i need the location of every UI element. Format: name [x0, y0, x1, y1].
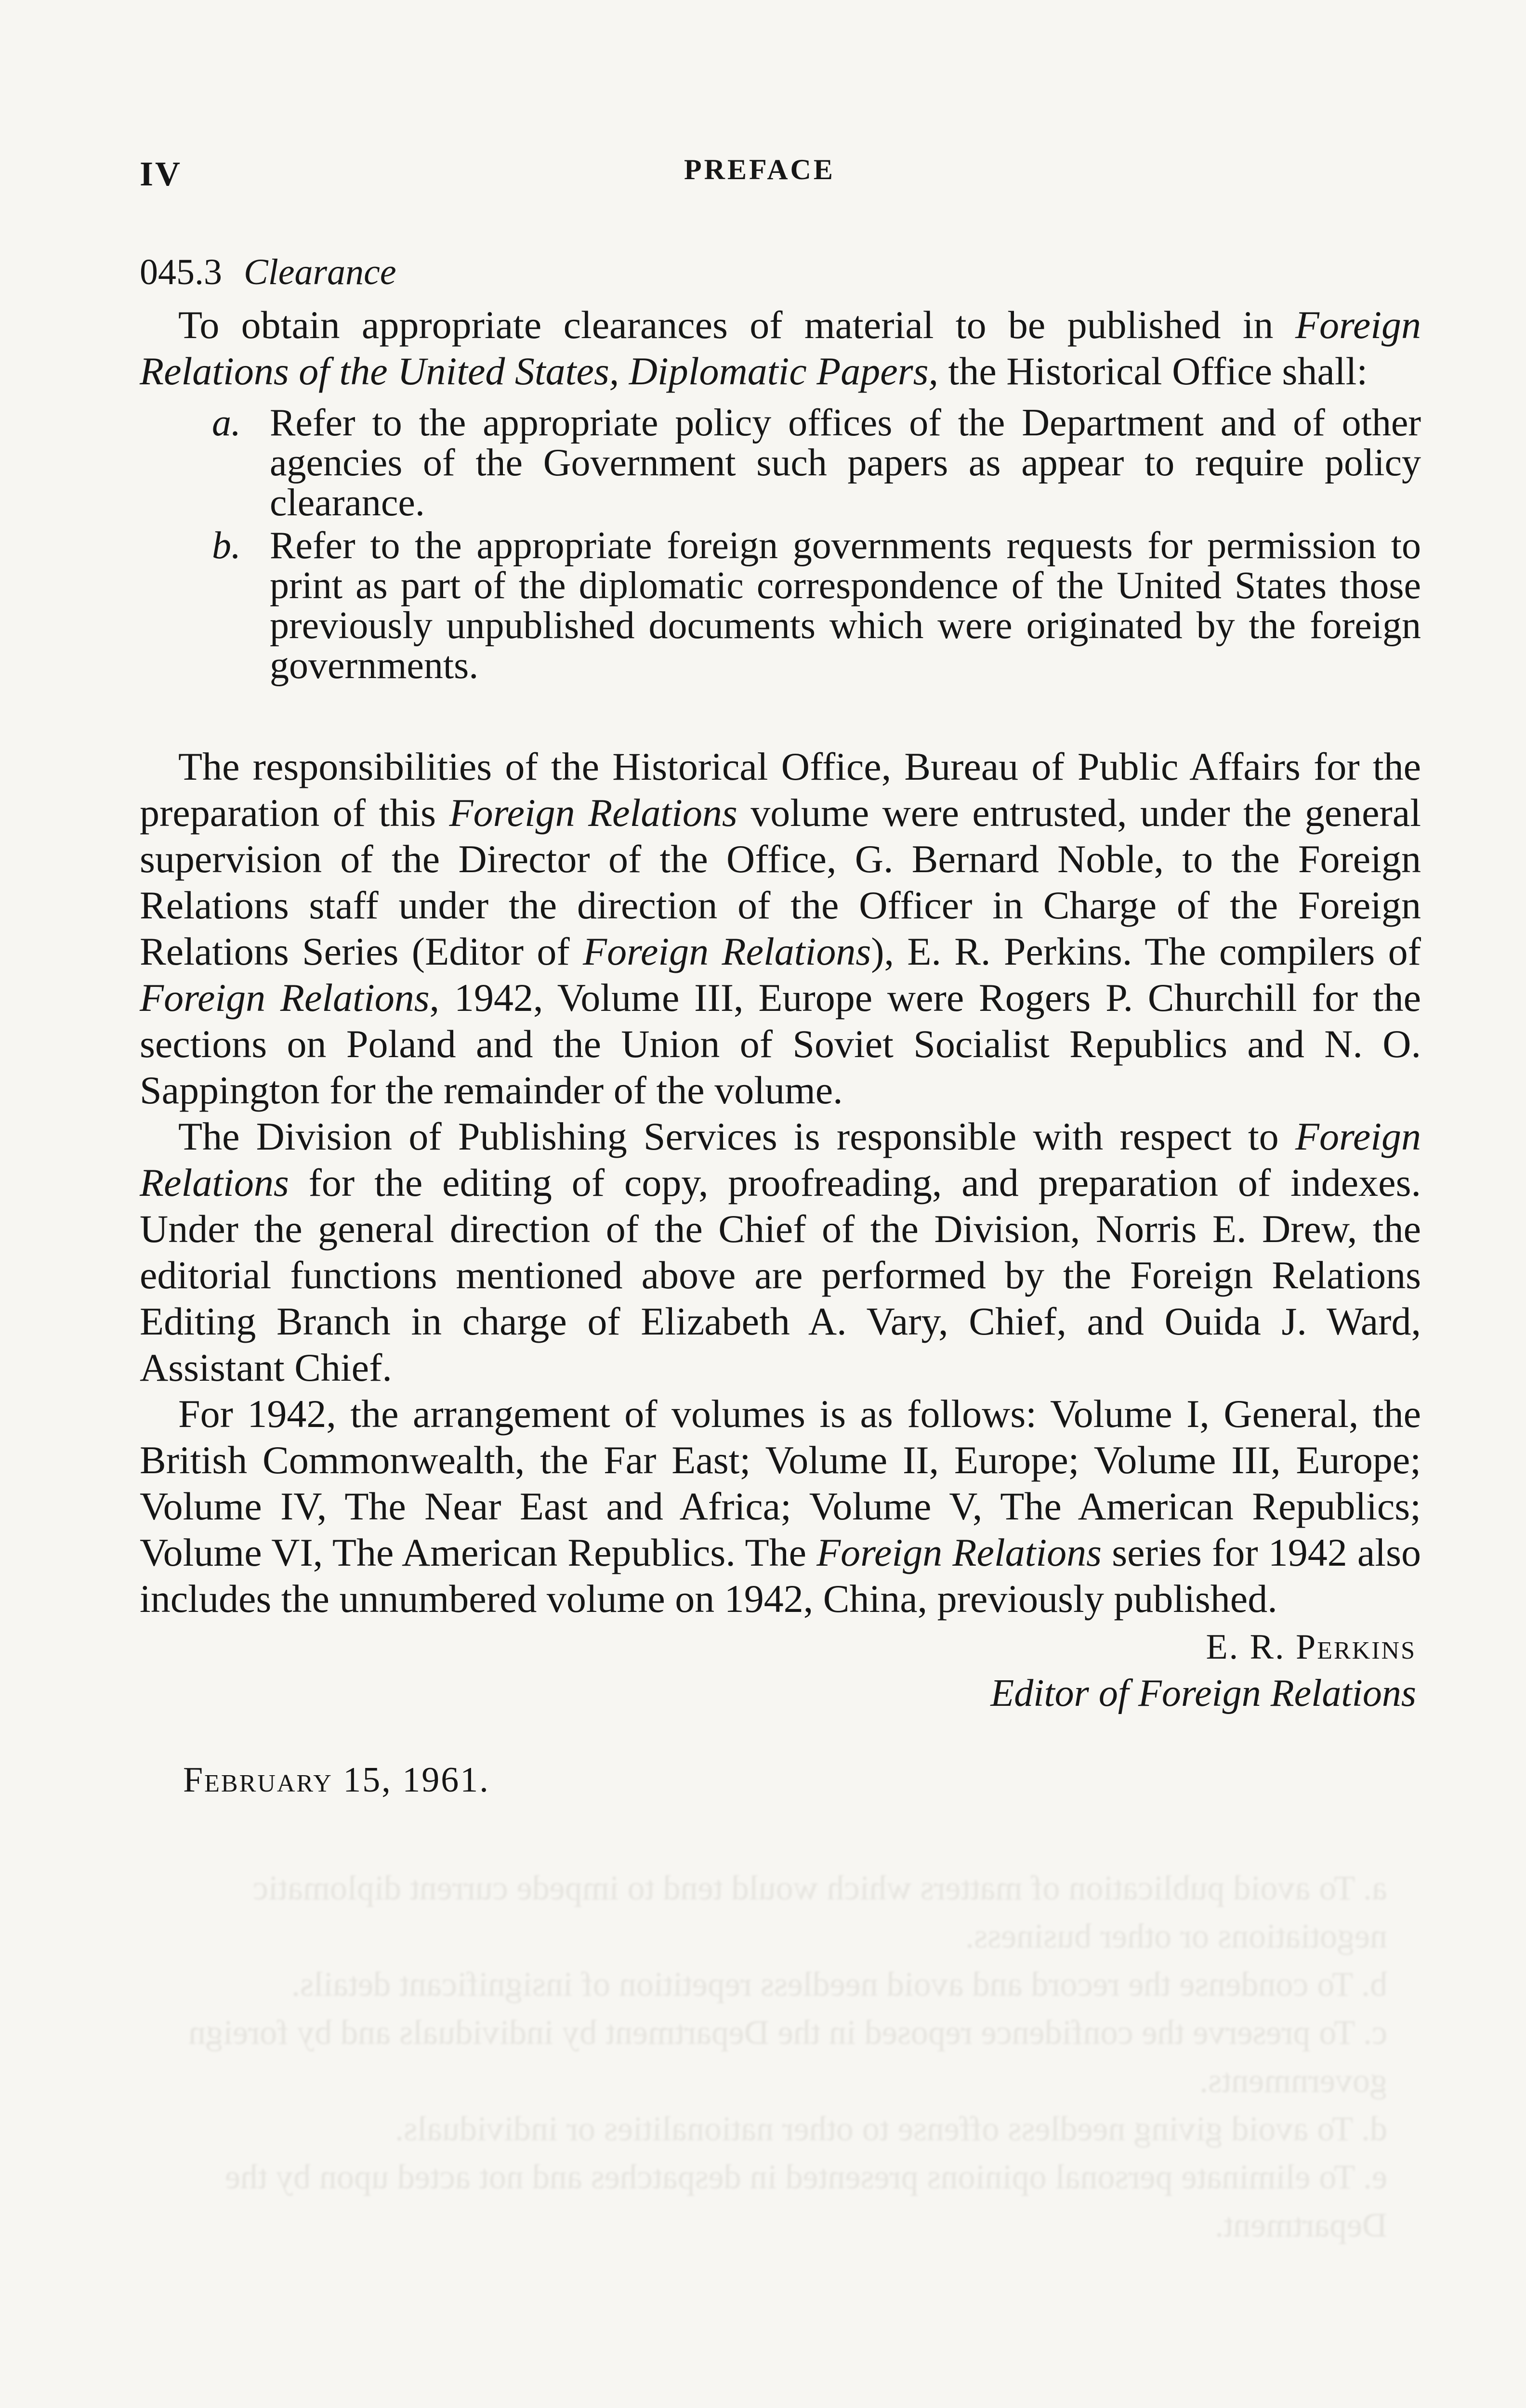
- intro-text-before: To obtain appropriate clearances of material to be published in: [178, 303, 1295, 347]
- text-run: , 1942, Volume III, Europe were Rogers P. Churchill for the sections on Poland and the Union of Soviet Socialist Republics and N. O. Sappington for the remainder of the volume.: [140, 976, 1421, 1112]
- italic-title: Foreign Relations: [140, 976, 430, 1020]
- running-title: PREFACE: [684, 154, 835, 185]
- italic-title: Foreign Relations: [816, 1531, 1102, 1575]
- italic-title: Foreign Relations: [583, 929, 871, 974]
- text-run: The Division of Publishing Services is responsible with respect to: [178, 1114, 1295, 1159]
- text-run: series for 1942 also includes the unnumbered volume on 1942, China, previously published.: [140, 1531, 1421, 1621]
- show-through-bleed: a. To avoid publication of matters which would tend to impede current diplomatic negotiations or other business. b. To condense the record and avoid needless repetition of insignificant details. c. To preserve the confidence reposed in the Department by individuals and by foreign governments. d. To avoid giving needless offense to other nationalities or individuals. e. To eliminate personal opinions presented in despatches and not acted upon by the Department.: [188, 1869, 1387, 2244]
- intro-paragraph: [140, 302, 1421, 394]
- list-item-text: Refer to the appropriate policy offices of the Department and of other agencies of the Government such papers as appear to require policy clearance.: [270, 402, 1421, 524]
- signature-title: Editor of Foreign Relations: [990, 1672, 1416, 1715]
- clearance-list: [140, 403, 1421, 686]
- section-title: Clearance: [244, 252, 396, 292]
- list-item-b: [140, 526, 1421, 686]
- intro-text-after: the Historical Office shall:: [938, 349, 1368, 393]
- text-run: The responsibilities of the Historical Office, Bureau of Public Affairs for the preparation of this: [140, 745, 1421, 835]
- signature-block: [140, 1624, 1421, 1716]
- page-number: IV: [140, 155, 183, 193]
- document-page: [140, 144, 1421, 1801]
- running-head: [140, 144, 1421, 193]
- list-marker: a.: [212, 402, 241, 445]
- text-run: for the editing of copy, proofreading, and preparation of indexes. Under the general direction of the Chief of the Division, Norris E. Drew, the editorial functions mentioned above are performed by the Foreign Relations Editing Branch in charge of Elizabeth A. Vary, Chief, and Ouida J. Ward, Assistant Chief.: [140, 1161, 1421, 1390]
- intro-publication-title: Foreign Relations of the United States, Diplomatic Papers,: [140, 303, 1421, 393]
- list-item-a: [140, 403, 1421, 523]
- signature-name: E. R. Perkins: [1206, 1627, 1416, 1667]
- italic-title: Foreign Relations: [140, 1114, 1421, 1205]
- paragraph-responsibilities: [140, 744, 1421, 1113]
- italic-title: Foreign Relations: [449, 791, 737, 835]
- section-number: 045.3: [140, 252, 222, 292]
- section-heading: [140, 250, 1421, 294]
- paragraph-volume-arrangement: [140, 1391, 1421, 1622]
- paragraph-publishing-services: [140, 1113, 1421, 1391]
- list-item-text: Refer to the appropriate foreign governments requests for permission to print as part of the diplomatic correspondence of the United States those previously unpublished documents which were originated by the foreign governments.: [270, 524, 1421, 687]
- date-line: February 15, 1961.: [183, 1760, 490, 1800]
- list-marker: b.: [212, 524, 241, 567]
- text-run: volume were entrusted, under the general supervision of the Director of the Office, G. Bernard Noble, to the Foreign Relations staff under the direction of the Officer in Charge of the Foreign Relations Series (Editor of: [140, 791, 1421, 974]
- text-run: ), E. R. Perkins. The compilers of: [871, 929, 1421, 974]
- text-run: For 1942, the arrangement of volumes is as follows: Volume I, General, the British Commonwealth, the Far East; Volume II, Europe; Volume III, Europe; Volume IV, The Near East and Africa; Volume V, The American Republics; Volume VI, The American Republics. The: [140, 1392, 1421, 1575]
